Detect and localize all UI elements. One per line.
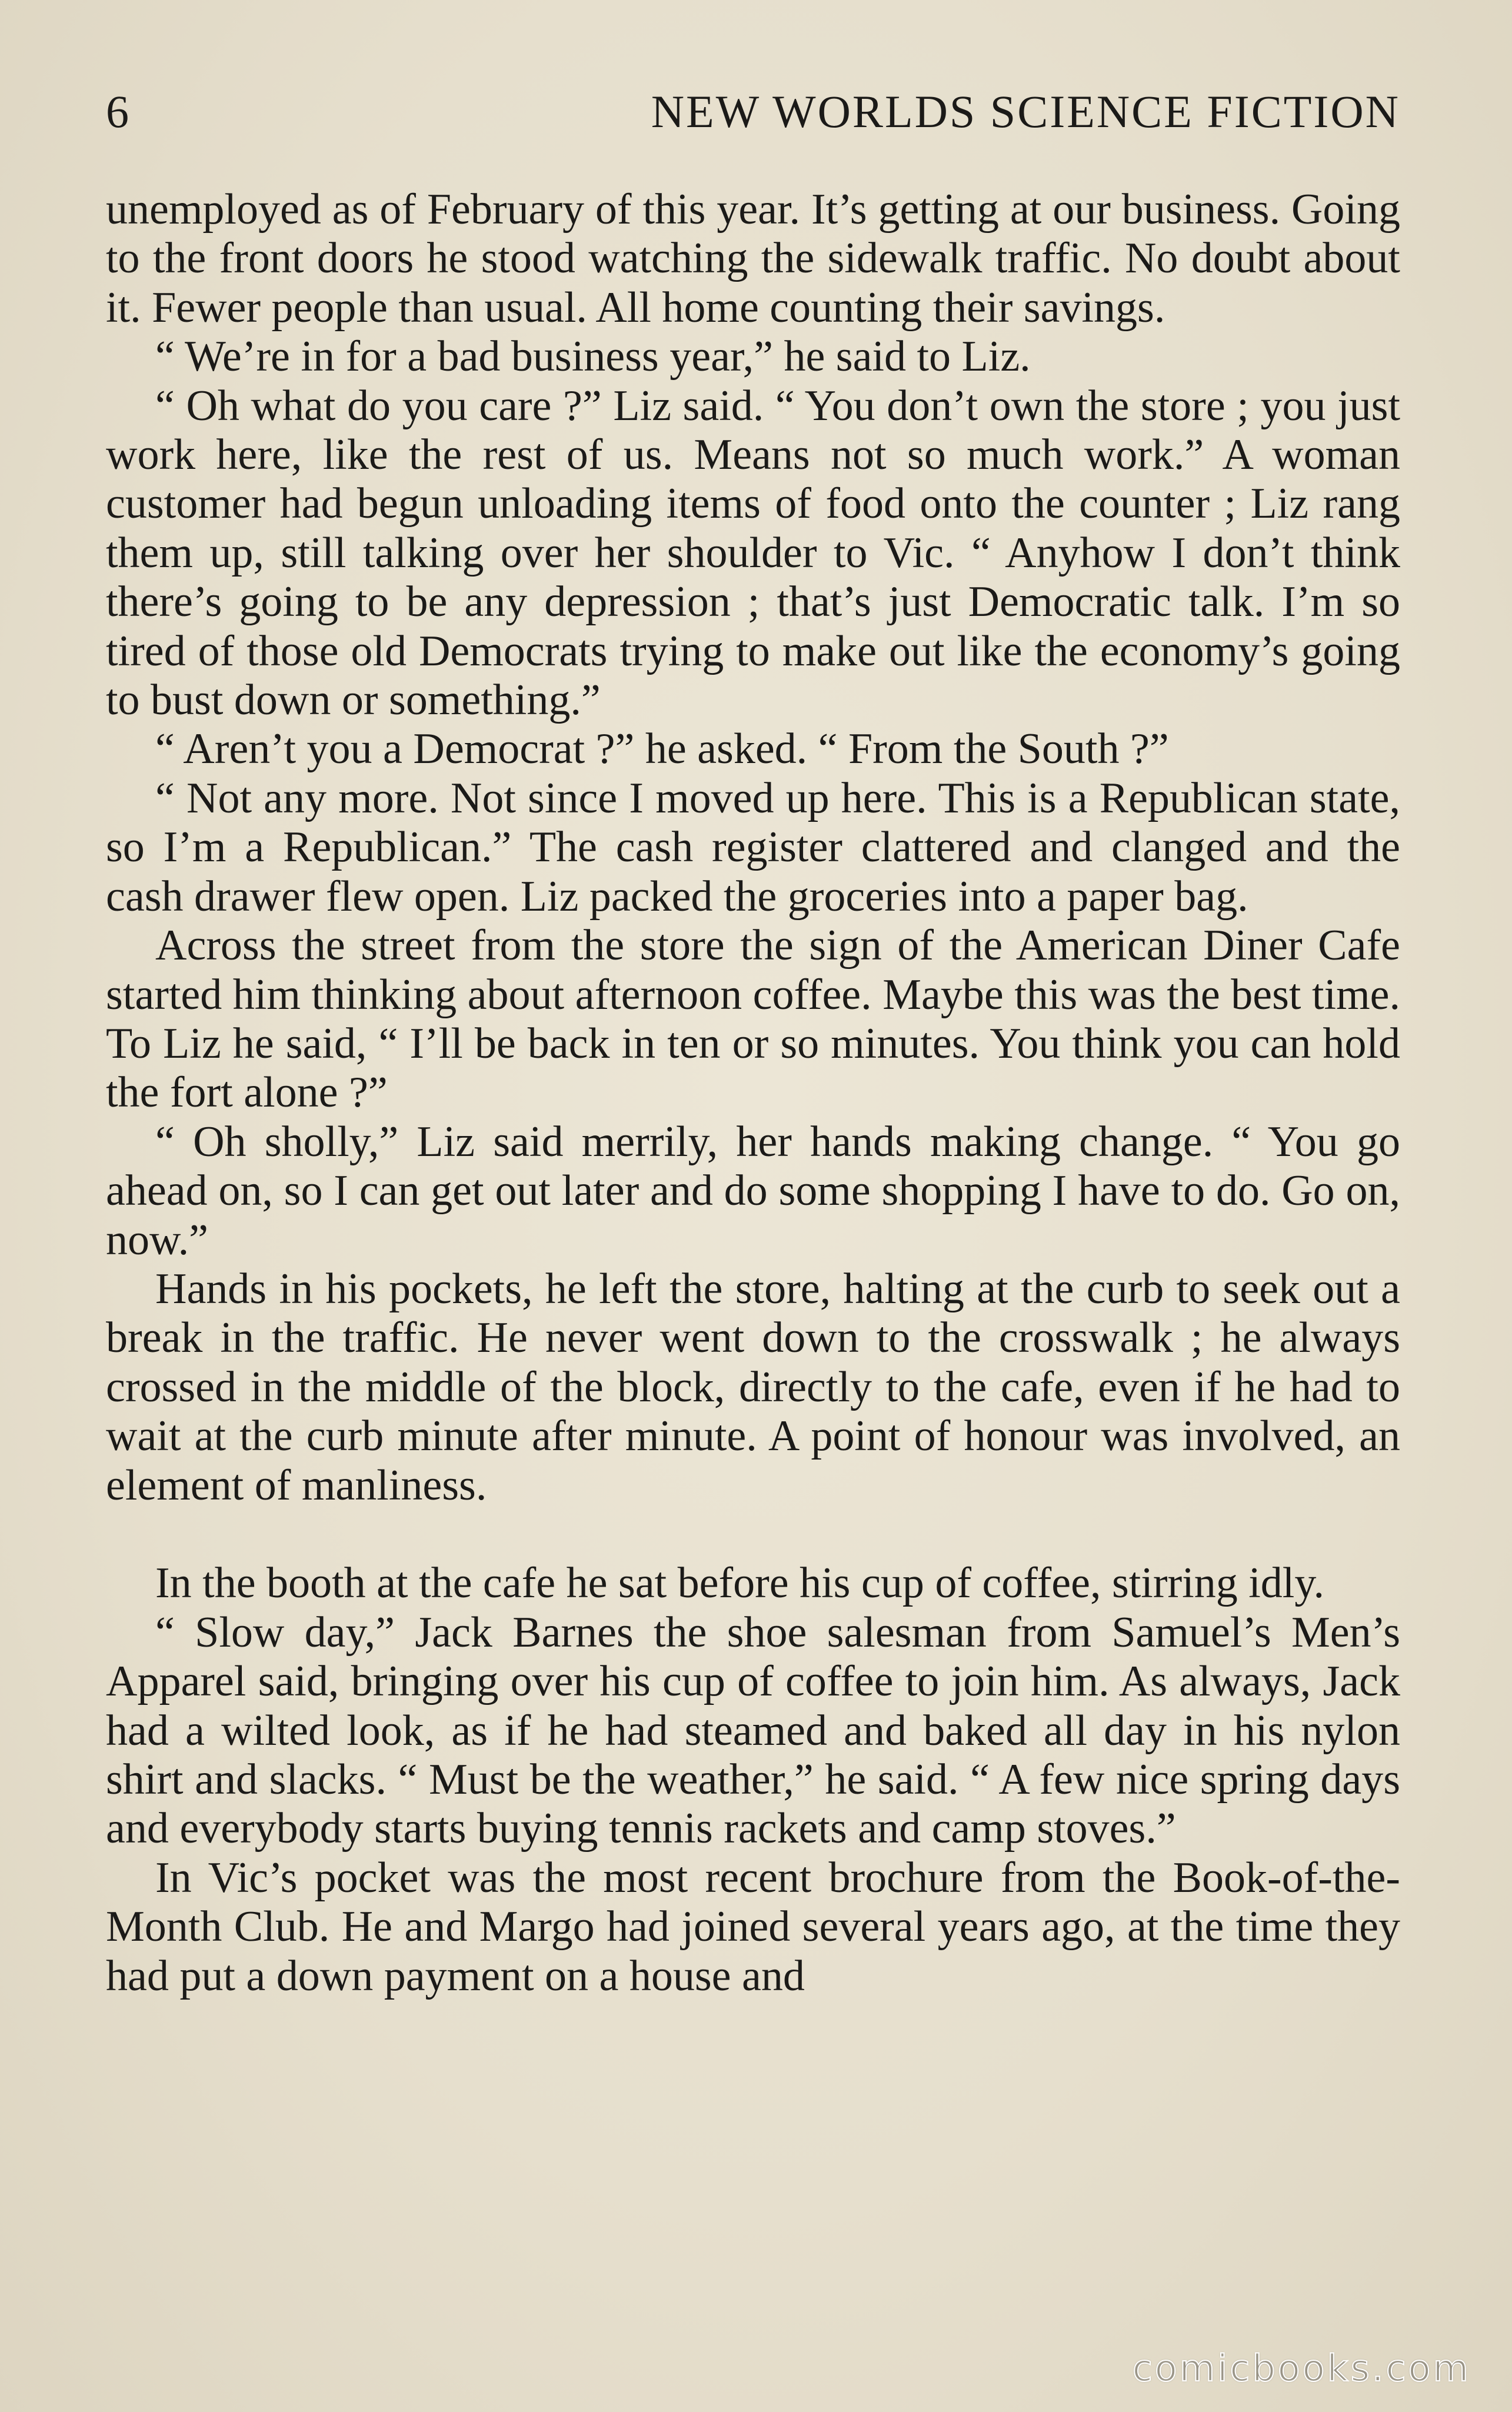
magazine-title: NEW WORLDS SCIENCE FICTION [651, 86, 1400, 137]
paragraph-cafe-booth: In the booth at the cafe he sat before his cup of coffee, stirring idly. [155, 1559, 1325, 1608]
paragraph-unemployed: unemployed as of February of this year. It’s getting at our business. Going to the front doors he stood watching the sidewalk traffic. No doubt about it. Fewer people than usual. All home counting their savings. [106, 185, 1400, 332]
paragraph-diner-cafe: Across the street from the store the sign of the American Diner Cafe started him thinking about afternoon coffee. Maybe this was the best time. To Liz he said, “ I’ll be back in ten or so minutes. You think you can hold the fort alone ?” [106, 921, 1400, 1117]
watermark-logo: comicbooks.com [1132, 2347, 1471, 2390]
story-text [106, 185, 1400, 2001]
paragraph-bad-business-year: “ We’re in for a bad business year,” he said to Liz. [155, 332, 1031, 381]
paragraph-oh-sholly: “ Oh sholly,” Liz said merrily, her hands making change. “ You go ahead on, so I can get out later and do some shopping I have to do. Go on, now.” [106, 1117, 1400, 1264]
page-number: 6 [106, 86, 129, 137]
paragraph-democrat-question: “ Aren’t you a Democrat ?” he asked. “ From the South ?” [155, 725, 1169, 774]
paragraph-liz-reply: “ Oh what do you care ?” Liz said. “ You don’t own the store ; you just work here, like the rest of us. Means not so much work.” A woman customer had begun unloading items of food onto the counter ; Liz rang them up, still talking over her shoulder to Vic. “ Anyhow I don’t think there’s going to be any depression ; that’s just Democratic talk. I’m so tired of those old Democrats trying to make out like the economy’s going to bust down or something.” [106, 381, 1400, 725]
book-page [106, 82, 1400, 2318]
paragraph-book-club: In Vic’s pocket was the most recent brochure from the Book-of-the-Month Club. He and Margo had joined several years ago, at the time they had put a down payment on a house and [106, 1853, 1400, 2000]
paragraph-crossing-street: Hands in his pockets, he left the store, halting at the curb to seek out a break in the traffic. He never went down to the crosswalk ; he always crossed in the middle of the block, directly to the cafe, even if he had to wait at the curb minute after minute. A point of honour was involved, an element of manliness. [106, 1264, 1400, 1510]
paragraph-jack-barnes: “ Slow day,” Jack Barnes the shoe salesman from Samuel’s Men’s Apparel said, bringing over his cup of coffee to join him. As always, Jack had a wilted look, as if he had steamed and baked all day in his nylon shirt and slacks. “ Must be the weather,” he said. “ A few nice spring days and everybody starts buying tennis rackets and camp stoves.” [106, 1608, 1400, 1853]
paragraph-republican-state: “ Not any more. Not since I moved up here. This is a Republican state, so I’m a Republican.” The cash register clattered and clanged and the cash drawer flew open. Liz packed the groceries into a paper bag. [106, 774, 1400, 921]
running-head [106, 82, 1400, 141]
